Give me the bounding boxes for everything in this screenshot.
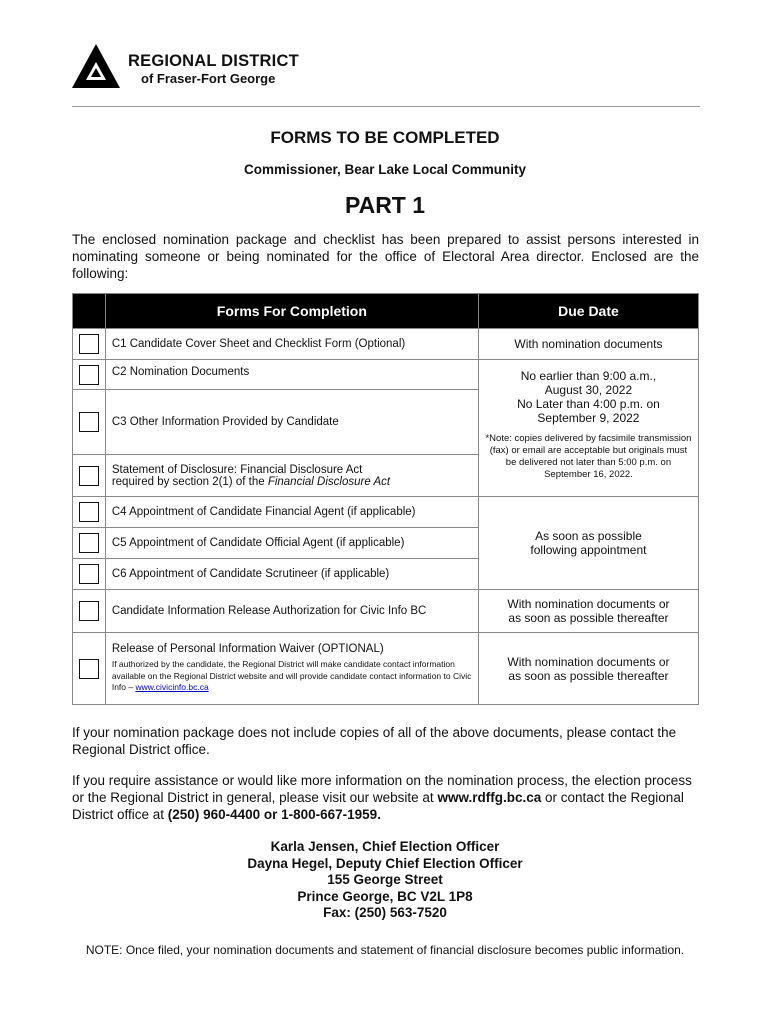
due-line-2: August 30, 2022 <box>544 383 633 397</box>
contact-line-1: Karla Jensen, Chief Election Officer <box>270 839 500 854</box>
contact-line-2: Dayna Hegel, Deputy Chief Election Officer <box>247 855 523 871</box>
assistance-paragraph: If you require assistance or would like more information on the nomination process, the election process or the Regional District in general, please visit our website at www.rdffg.bc.ca or contact the Regional District office at (250) 960-4400 or 1-800-667-1959. <box>72 773 692 822</box>
part-heading: PART 1 <box>344 192 426 218</box>
civic-release-label: Candidate Information Release Authorization for Civic Info BC <box>105 590 478 633</box>
table-row <box>73 360 699 390</box>
website-link[interactable]: www.rdffg.bc.ca <box>437 790 542 805</box>
disclosure-act-name: Financial Disclosure Act <box>267 475 391 488</box>
page-title: FORMS TO BE COMPLETED <box>270 128 500 147</box>
page-subtitle: Commissioner, Bear Lake Local Community <box>243 162 527 177</box>
due-line-1: No earlier than 9:00 a.m., <box>520 369 657 383</box>
agent-due-line-2: following appointment <box>530 543 647 557</box>
c6-label: C6 Appointment of Candidate Scrutineer (if applicable) <box>105 559 478 590</box>
c1-checkbox[interactable] <box>79 334 99 354</box>
nomination-due <box>478 360 698 497</box>
c4-label: C4 Appointment of Candidate Financial Agent (if applicable) <box>105 497 478 528</box>
header-divider <box>72 106 700 107</box>
table-row <box>73 590 699 633</box>
contact-block <box>0 839 770 922</box>
disclosure-line-1: Statement of Disclosure: Financial Disclosure Act <box>111 463 363 476</box>
civic-release-due <box>478 590 698 633</box>
due-note: *Note: copies delivered by facsimile transmission (fax) or email are acceptable but originals must be delivered not later than 5:00 p.m. on September 16, 2022. <box>485 433 692 480</box>
disclosure-checkbox[interactable] <box>79 466 99 486</box>
waiver-due <box>478 633 698 705</box>
table-row <box>73 329 699 360</box>
col-forms-header: Forms For Completion <box>105 294 478 329</box>
due-line-4: September 9, 2022 <box>537 411 640 425</box>
contact-line-5: Fax: (250) 563-7520 <box>323 905 447 920</box>
c2-label: C2 Nomination Documents <box>105 360 478 390</box>
waiver-due-line-1: With nomination documents or <box>507 654 670 669</box>
intro-paragraph: The enclosed nomination package and checklist has been prepared to assist persons interested in nominating someone or being nominated for the office of Electoral Area director. Enclosed are the following: <box>72 232 699 281</box>
contact-line-4: Prince George, BC V2L 1P8 <box>297 888 473 904</box>
waiver-label <box>105 633 478 705</box>
org-name-line2: of Fraser-Fort George <box>141 71 276 86</box>
waiver-due-line-2: as soon as possible thereafter <box>508 668 669 683</box>
due-line-3: No Later than 4:00 p.m. on <box>517 397 660 411</box>
agent-due <box>478 497 698 590</box>
contact-line-3: 155 George Street <box>327 872 443 887</box>
org-logo <box>72 42 312 92</box>
waiver-title: Release of Personal Information Waiver (OPTIONAL) <box>111 643 384 656</box>
disclosure-label <box>105 455 478 497</box>
disclosure-line-2: required by section 2(1) of the <box>111 475 265 488</box>
table-header-row <box>73 294 699 329</box>
civic-release-checkbox[interactable] <box>79 601 99 621</box>
c5-checkbox[interactable] <box>79 533 99 553</box>
waiver-text: If authorized by the candidate, the Regional District will make candidate contact information available on the Regional District website and will provide candidate contact information to Civic Info – www.civicinfo.bc.ca <box>111 659 472 693</box>
c1-due: With nomination documents <box>478 329 698 360</box>
agent-due-line-1: As soon as possible <box>535 529 642 543</box>
org-name-line1: REGIONAL DISTRICT <box>128 52 299 70</box>
c3-label: C3 Other Information Provided by Candidate <box>105 390 478 455</box>
forms-table <box>72 293 699 705</box>
civic-due-line-1: With nomination documents or <box>507 597 670 611</box>
col-due-header: Due Date <box>478 294 698 329</box>
c6-checkbox[interactable] <box>79 564 99 584</box>
table-row <box>73 633 699 705</box>
table-row <box>73 497 699 528</box>
phone-numbers: (250) 960-4400 or 1-800-667-1959. <box>167 807 381 822</box>
civic-due-line-2: as soon as possible thereafter <box>508 611 669 625</box>
c5-label: C5 Appointment of Candidate Official Agent (if applicable) <box>105 528 478 559</box>
c4-checkbox[interactable] <box>79 502 99 522</box>
waiver-checkbox[interactable] <box>79 659 99 679</box>
mountain-logo-icon <box>72 42 124 90</box>
contact-paragraph: If your nomination package does not include copies of all of the above documents, please contact the Regional District office. <box>72 725 677 757</box>
civicinfo-link[interactable]: www.civicinfo.bc.ca <box>135 682 209 693</box>
c2-checkbox[interactable] <box>79 365 99 385</box>
c3-checkbox[interactable] <box>79 412 99 432</box>
footer-note: NOTE: Once filed, your nomination documents and statement of financial disclosure becomes public information. <box>85 943 685 957</box>
c1-label: C1 Candidate Cover Sheet and Checklist Form (Optional) <box>105 329 478 360</box>
